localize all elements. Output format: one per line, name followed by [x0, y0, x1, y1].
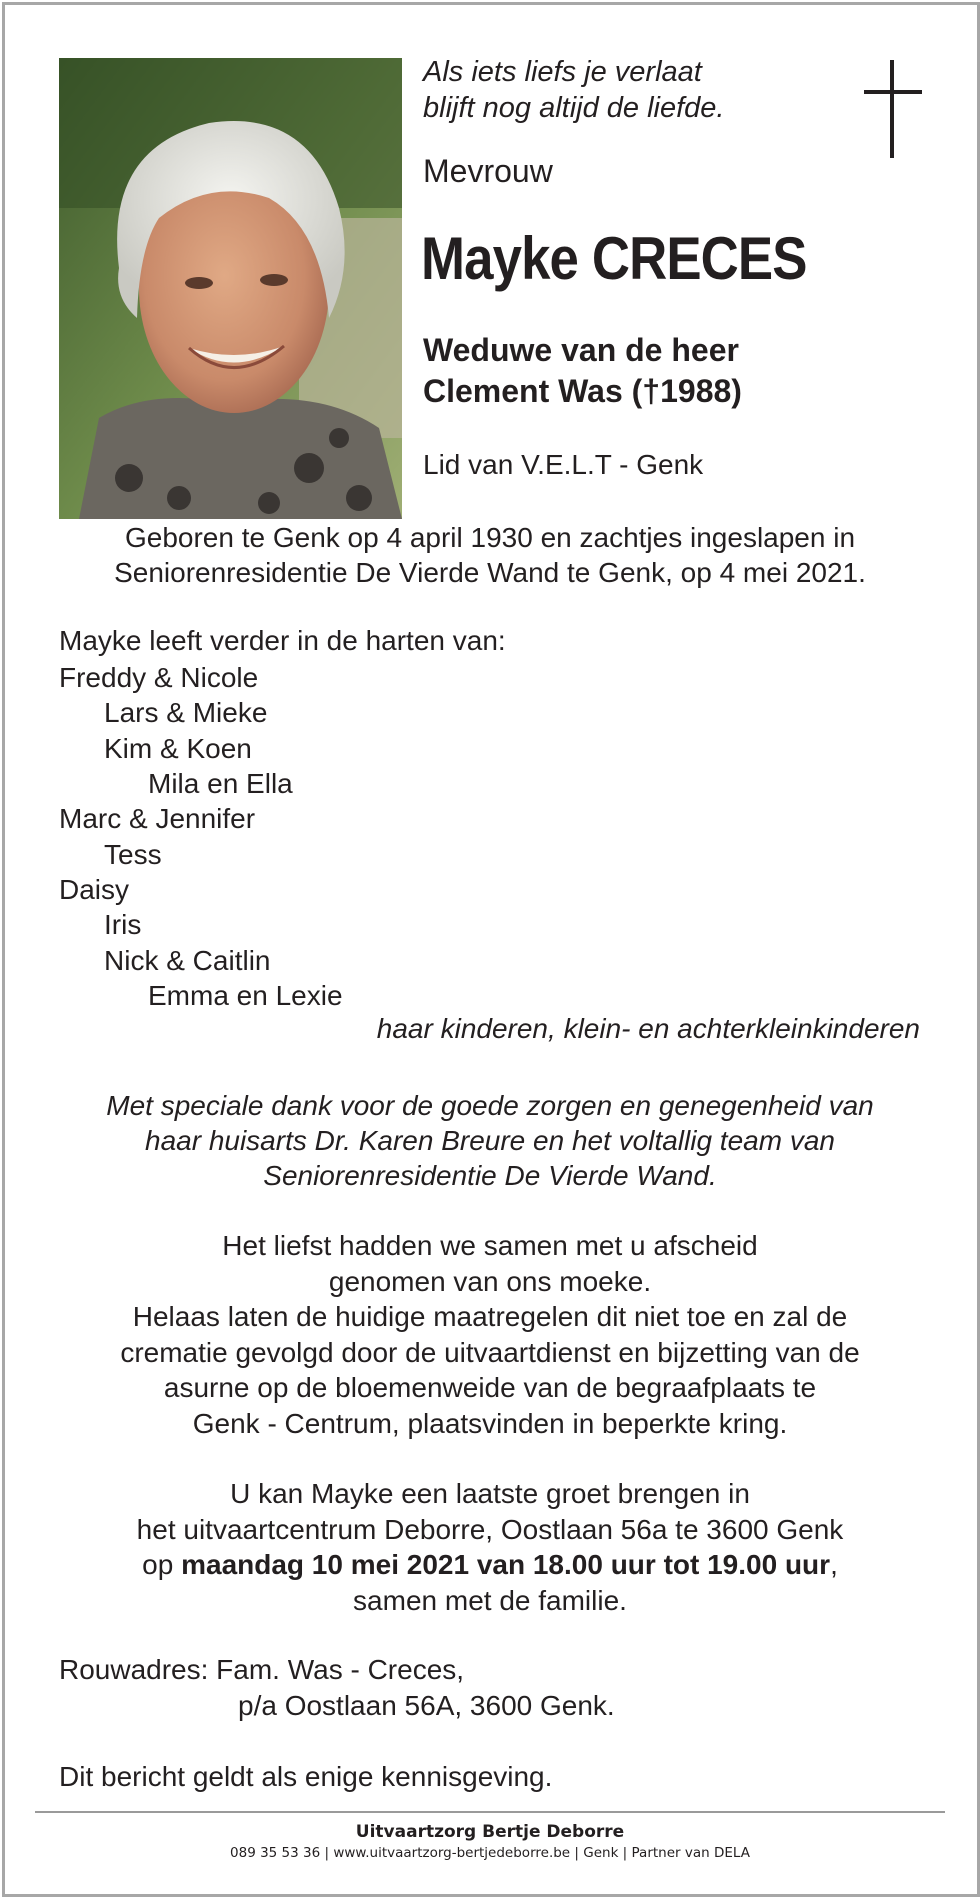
cross-icon	[864, 60, 922, 163]
mourning-address-line2: p/a Oostlaan 56A, 3600 Genk.	[238, 1690, 615, 1721]
family-member: Nick & Caitlin	[104, 945, 271, 976]
family-member: Iris	[104, 909, 142, 940]
portrait-photo	[59, 58, 402, 519]
farewell-statement: Het liefst hadden we samen met u afscheid genomen van ons moeke. Helaas laten de huidige maatregelen dit niet toe en zal de crematie gevolgd door de uitvaartdienst en bijzetting van de asurne op de bloemenweide van de begraafplaats te Genk - Centrum, plaatsvinden in beperkte kring.	[120, 1230, 860, 1439]
deceased-name: Mayke CRECES	[421, 225, 807, 292]
family-member: Daisy	[59, 874, 130, 905]
thanks-statement: Met speciale dank voor de goede zorgen en genegenheid van haar huisarts Dr. Karen Breure en het voltallig team van Seniorenresidentie De Vierde Wand.	[106, 1090, 874, 1191]
funeral-company-contact: 089 35 53 36 | www.uitvaartzorg-bertjedeborre.be | Genk | Partner van DELA	[230, 1845, 750, 1861]
birth-death-statement: Geboren te Genk op 4 april 1930 en zachtjes ingeslapen in Seniorenresidentie De Vierde Wand te Genk, op 4 mei 2021.	[114, 522, 866, 588]
family-member: Mila en Ella	[148, 768, 293, 799]
family-member: Kim & Koen	[104, 733, 252, 764]
funeral-company-name: Uitvaartzorg Bertje Deborre	[355, 1822, 625, 1842]
family-intro: Mayke leeft verder in de harten van:	[59, 625, 506, 656]
widow-statement: Weduwe van de heer Clement Was (†1988)	[423, 332, 742, 409]
family-member: Emma en Lexie	[148, 980, 343, 1011]
memorial-quote: Als iets liefs je verlaat blijft nog altijd de liefde.	[423, 56, 725, 124]
visitation-datetime: maandag 10 mei 2021 van 18.00 uur tot 19.00 uur	[181, 1549, 831, 1580]
family-member: Lars & Mieke	[104, 697, 268, 728]
family-member: Tess	[104, 839, 162, 870]
footer-divider	[35, 1811, 945, 1813]
family-member: Marc & Jennifer	[59, 803, 256, 834]
salutation: Mevrouw	[423, 153, 553, 189]
visitation-statement: U kan Mayke een laatste groet brengen in het uitvaartcentrum Deborre, Oostlaan 56a te 3600 Genk op maandag 10 mei 2021 van 18.00 uur tot 19.00 uur, samen met de familie.	[136, 1478, 844, 1616]
family-member: Freddy & Nicole	[59, 662, 259, 693]
membership: Lid van V.E.L.T - Genk	[423, 449, 704, 480]
family-caption: haar kinderen, klein- en achterkleinkinderen	[376, 1013, 920, 1044]
notice-statement: Dit bericht geldt als enige kennisgeving.	[59, 1761, 553, 1792]
mourning-address-line1: Rouwadres: Fam. Was - Creces,	[59, 1654, 465, 1685]
